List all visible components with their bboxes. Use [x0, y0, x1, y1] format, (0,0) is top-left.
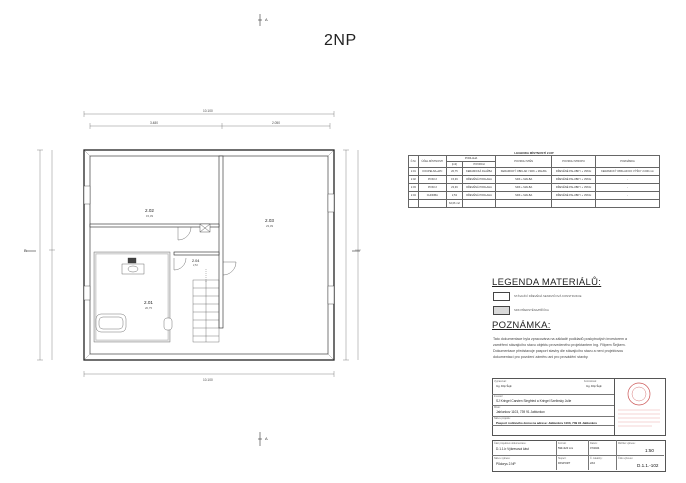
door-swings [174, 227, 236, 275]
investor-label: Investor: [494, 395, 504, 398]
cell-note: - [596, 184, 660, 192]
section-marker-top [258, 14, 268, 26]
cell-note: - [596, 192, 660, 200]
project-label: Název projektu: [494, 417, 511, 420]
room-number-2.01: 2.01 [144, 300, 153, 305]
cell-wall: SDK + MALBA [496, 184, 552, 192]
note-line: Tato dokumentace byla zpracována na základě podkladů poskytnutých investorem a [493, 337, 628, 341]
designer-label: Vypracoval: [494, 380, 507, 383]
cell-wall: KERAMICKÝ OBKLAD / SDK + MALBA [496, 168, 552, 176]
note-line: zaměření stávajícího stavu objektu provedeného projektantem Ing. Filipem Šejkem. [493, 343, 626, 347]
material-legend-title: LEGENDA MATERIÁLŮ: [492, 277, 602, 288]
zakazka: 2/10 [590, 462, 596, 465]
stage: PASPORT [558, 462, 571, 465]
dimension-left-seg: 3.480 [150, 121, 158, 125]
note-line: Dokumentace představuje pasport stavby dle stávajícího stavu a není projektovou [493, 349, 624, 353]
drawing-name-label: Název výkresu: [494, 457, 511, 460]
cell-use: POKOJ [418, 176, 446, 184]
cell-use: KOUPELNA+WC [418, 168, 446, 176]
stage-label: Stupeň: [558, 457, 567, 460]
table-row [409, 176, 660, 184]
project-name: Pasport rodinného domu na adrese: Jablunkov 1103, 739 91 Jablunkov [496, 421, 598, 425]
scale-label: Měřítko výkresu: [618, 442, 636, 445]
room-total: 62,06 m2 [447, 200, 463, 208]
cell-use: CHODBA [418, 192, 446, 200]
table-row [409, 184, 660, 192]
cell-ceiling: DŘEVĚNÉ PALUBKY + VRCH [552, 176, 596, 184]
sheet-number-label: Číslo výkresu: [618, 457, 634, 460]
room-legend-table [408, 150, 660, 208]
section-marker-left [24, 248, 36, 253]
col-ceiling: POVRCH STROPU [552, 156, 596, 168]
partitions [90, 156, 328, 342]
sheet-number: D.1.1.-102 [637, 463, 659, 468]
cell-num: 2.02 [409, 176, 419, 184]
cell-surface: DŘEVĚNÁ PODLAHA [462, 192, 495, 200]
col-note: POZNÁMKA [596, 156, 660, 168]
cell-num: 2.03 [409, 184, 419, 192]
col-num: Č.M. [409, 156, 419, 168]
doc-part: D.1.1.b Výkresová část [496, 447, 529, 451]
cell-ceiling: DŘEVĚNÉ PALUBKY + VRCH [552, 184, 596, 192]
legend-swatch-existing [493, 292, 510, 301]
room-area-2.04: 2,53 [193, 264, 198, 267]
dimension-right-seg: 2.050 [272, 121, 280, 125]
svg-text:A: A [265, 436, 268, 441]
col-wall-surface: POVRCH STĚN [496, 156, 552, 168]
staircase [193, 268, 219, 342]
note-title: POZNÁMKA: [492, 320, 551, 331]
cell-use: POKOJ [418, 184, 446, 192]
cell-area: 23,39 [447, 184, 463, 192]
col-surface: POVRCH [462, 162, 495, 168]
dimension-overall-bottom: 10.100 [203, 378, 213, 382]
cell-area: 2,53 [447, 192, 463, 200]
part-label: Část projektové dokumentace: [494, 442, 527, 445]
room-area-2.03: 23,39 [266, 224, 273, 228]
cell-ceiling: DŘEVĚNÉ PALUBKY + VRCH [552, 168, 596, 176]
legend-swatch-sdk [493, 306, 510, 315]
room-number-2.02: 2.02 [145, 208, 154, 213]
cell-ceiling: DŘEVĚNÉ PALUBKY + VRCH [552, 192, 596, 200]
cell-num: 2.01 [409, 168, 419, 176]
designer: Ing. Filip Šejk [496, 385, 512, 388]
cell-surface: KERAMICKÁ DLAŽBA [462, 168, 495, 176]
cell-wall: SDK + MALBA [496, 176, 552, 184]
svg-text:A: A [265, 17, 268, 22]
date: 07/2024 [590, 447, 600, 450]
cell-area: 20,75 [447, 168, 463, 176]
room-number-2.03: 2.03 [265, 218, 274, 223]
col-floor: PODLAHA [447, 156, 496, 162]
format: 594×420 mm [558, 447, 574, 450]
engineer-stamp [616, 380, 662, 432]
place-label: Místo: [494, 406, 501, 409]
cell-note: KERAMICKÝ OBKLAD DO VÝŠKY 2.000 mm [596, 168, 660, 176]
room-area-2.01: 20,75 [145, 306, 152, 310]
table-row [409, 168, 660, 176]
checked-label: Kontroloval: [584, 380, 597, 383]
drawing-name: Půdorys 2.NP [496, 462, 516, 466]
cell-surface: DŘEVĚNÁ PODLAHA [462, 184, 495, 192]
place: Jablunkov 1103, 739 91 Jablunkov [496, 410, 545, 414]
col-area: [m2] [447, 162, 463, 168]
cell-surface: DŘEVĚNÁ PODLAHA [462, 176, 495, 184]
legend-label-sdk: SDK PŘEDSTĚNA/PŘÍČKA [514, 308, 549, 312]
svg-text:B: B [24, 248, 27, 253]
room-table-caption: LEGENDA MÍSTNOSTÍ 2.NP [514, 150, 554, 155]
legend-label-existing: STÁVAJÍCÍ DŘEVĚNÁ SENDVIČOVÁ KONSTRUKCE [514, 294, 582, 298]
format-label: Formát: [558, 442, 567, 445]
note-line: dokumentací pro povolení záměru ani pro provádění stavby. [493, 355, 589, 359]
scale: 1:50 [645, 448, 654, 453]
table-row [409, 192, 660, 200]
dimension-lines [37, 111, 361, 377]
cell-note: - [596, 176, 660, 184]
col-use: ÚČEL MÍSTNOSTI [418, 156, 446, 168]
page-title: 2NP [324, 32, 357, 49]
date-label: Datum: [590, 442, 598, 445]
cell-area: 15,39 [447, 176, 463, 184]
cell-wall: SDK + MALBA [496, 192, 552, 200]
room-area-2.02: 15,39 [146, 214, 153, 218]
zakazka-label: Č. zakázky: [590, 457, 603, 460]
shaft [200, 224, 210, 232]
cell-num: 2.04 [409, 192, 419, 200]
room-number-2.04: 2.04 [192, 259, 200, 263]
section-marker-bottom [258, 432, 268, 446]
investor: SJ Kringel Carsten Siegfried a Kringel Szelinsky Julie [496, 399, 572, 403]
checked-by: Ing. Filip Šejk [586, 385, 602, 388]
dimension-overall-top: 10.100 [203, 109, 213, 113]
